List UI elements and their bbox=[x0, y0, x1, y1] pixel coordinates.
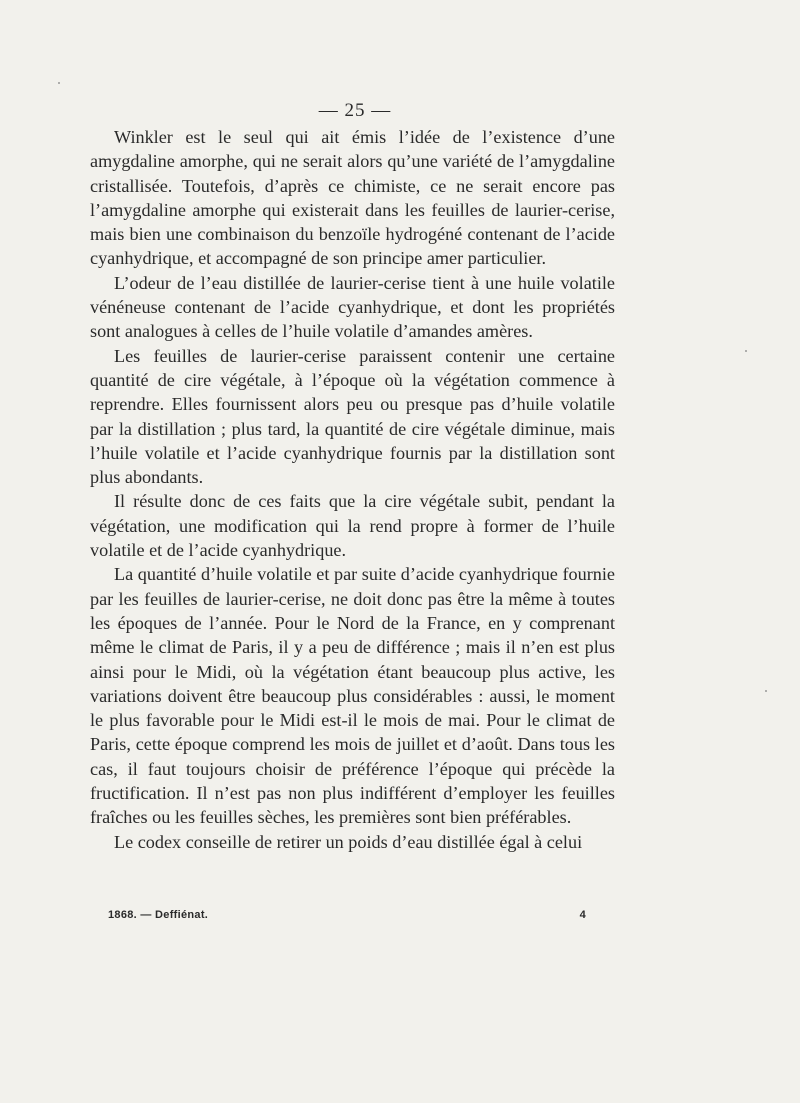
footer-imprint bbox=[108, 909, 586, 921]
body-text bbox=[90, 125, 615, 854]
paper-speck bbox=[765, 690, 767, 692]
paragraph-3: Les feuilles de laurier-cerise paraissent contenir une certaine quantité de cire végétale, à l’époque où la végétation commence à reprendre. Elles fournissent alors peu ou presque pas d’huile volatile par la distillation ; plus tard, la quantité de cire végétale diminue, mais l’huile volatile et l’acide cyanhydrique fournis par la distillation sont plus abondants. bbox=[90, 345, 615, 488]
paragraph-5: La quantité d’huile volatile et par suite d’acide cyanhydrique fournie par les feuilles de laurier-cerise, ne doit donc pas être la même à toutes les époques de l’année. Pour le Nord de la France, en y comprenant même le climat de Paris, il y a peu de différence ; mais il n’en est plus ainsi pour le Midi, où la végétation étant beaucoup plus active, les variations doivent être beaucoup plus considérables : aussi, le moment le plus favorable pour le Midi est-il le mois de mai. Pour le climat de Paris, cette époque comprend les mois de juillet et d’août. Dans tous les cas, il faut toujours choisir de préférence l’époque qui précède la fructification. Il n’est pas non plus indifférent d’employer les feuilles fraîches ou les feuilles sèches, les premières sont bien préférables. bbox=[90, 564, 615, 828]
paper-speck bbox=[745, 350, 747, 352]
paper-speck bbox=[58, 82, 60, 84]
paragraph-6: Le codex conseille de retirer un poids d’eau distillée égal à celui bbox=[114, 831, 583, 852]
paragraph-1: Winkler est le seul qui ait émis l’idée de l’existence d’une amygdaline amorphe, qui ne serait alors qu’une variété de l’amygdaline cristallisée. Toutefois, d’après ce chimiste, ce ne serait encore pas l’amygdaline amorphe qui existerait dans les feuilles de laurier-cerise, mais bien une combinaison du benzoïle hydrogéné contenant de l’acide cyanhydrique, et accompagné de son principe amer particulier. bbox=[90, 127, 615, 269]
signature-mark: 4 bbox=[579, 909, 586, 921]
page-number: — 25 — bbox=[318, 100, 392, 121]
paragraph-2: L’odeur de l’eau distillée de laurier-cerise tient à une huile volatile vénéneuse contenant de l’acide cyanhydrique, et dont les propriétés sont analogues à celles de l’huile volatile d’amandes amères. bbox=[90, 272, 615, 342]
paragraph-4: Il résulte donc de ces faits que la cire végétale subit, pendant la végétation, une modification qui la rend propre à former de l’huile volatile et de l’acide cyanhydrique. bbox=[90, 491, 615, 561]
imprint-text: 1868. — Deffiénat. bbox=[108, 909, 209, 921]
